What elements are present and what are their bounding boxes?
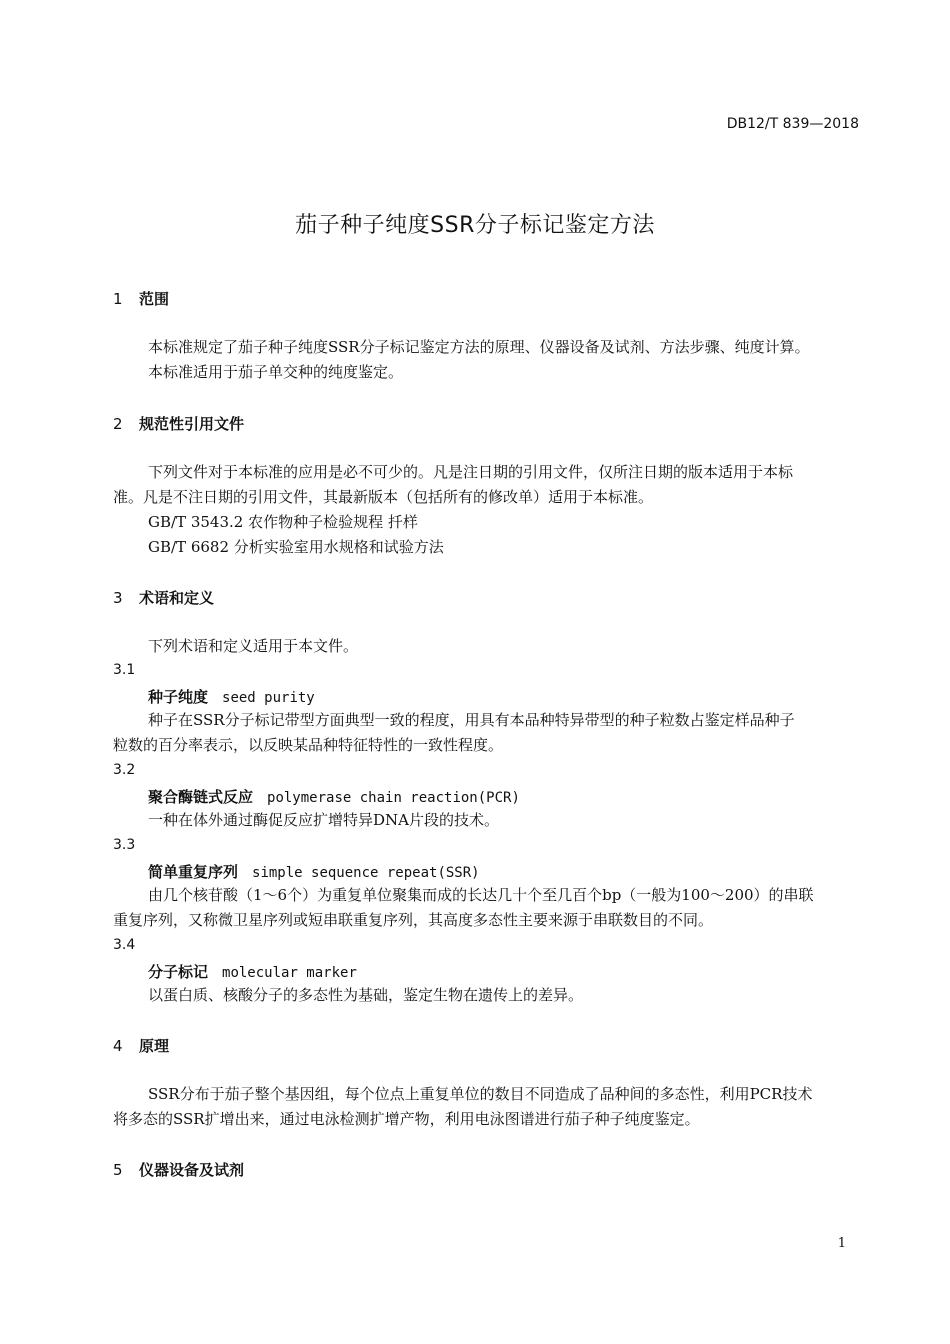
document-code: DB12/T 839—2018 — [726, 116, 859, 132]
paragraph-line: 准。凡是不注日期的引用文件，其最新版本（包括所有的修改单）适用于本标准。 — [113, 488, 654, 506]
section-number: 3 — [113, 589, 123, 607]
section-heading-4 — [113, 1035, 169, 1056]
section-title: 规范性引用文件 — [139, 415, 245, 433]
term-en: polymerase chain reaction(PCR) — [267, 790, 520, 806]
definition-line: 种子在SSR分子标记带型方面典型一致的程度，用具有本品种特异带型的种子粒数占鉴定样品种子 — [148, 711, 795, 729]
clause-number: 3.4 — [113, 937, 136, 953]
term-en: molecular marker — [222, 965, 357, 981]
definition-line: 由几个核苷酸（1～6个）为重复单位聚集而成的长达几十个至几百个bp（一般为100～200）的串联 — [148, 886, 814, 904]
clause-number: 3.1 — [113, 662, 136, 678]
section-number: 4 — [113, 1037, 123, 1055]
section-title: 术语和定义 — [139, 589, 215, 607]
section-number: 5 — [113, 1161, 123, 1179]
section-heading-2 — [113, 413, 244, 434]
definition-line: 一种在体外通过酶促反应扩增特异DNA片段的技术。 — [148, 811, 499, 829]
section-heading-3 — [113, 587, 214, 608]
paragraph-line: 下列术语和定义适用于本文件。 — [148, 637, 359, 655]
term-title — [148, 686, 315, 707]
term-en: simple sequence repeat(SSR) — [252, 865, 480, 881]
reference-item: GB/T 6682 分析实验室用水规格和试验方法 — [148, 538, 444, 556]
term-zh: 简单重复序列 — [148, 863, 239, 881]
term-zh: 种子纯度 — [148, 688, 209, 706]
term-title — [148, 861, 480, 882]
definition-line: 粒数的百分率表示，以反映某品种特征特性的一致性程度。 — [113, 736, 504, 754]
section-number: 1 — [113, 290, 123, 308]
term-zh: 聚合酶链式反应 — [148, 788, 254, 806]
section-title: 原理 — [139, 1037, 170, 1055]
section-heading-5 — [113, 1159, 244, 1180]
clause-number: 3.3 — [113, 837, 136, 853]
term-title — [148, 786, 520, 807]
section-title: 仪器设备及试剂 — [139, 1161, 245, 1179]
definition-line: 重复序列，又称微卫星序列或短串联重复序列，其高度多态性主要来源于串联数目的不同。 — [113, 911, 714, 929]
definition-line: 以蛋白质、核酸分子的多态性为基础，鉴定生物在遗传上的差异。 — [148, 986, 584, 1004]
paragraph-line: 将多态的SSR扩增出来，通过电泳检测扩增产物，利用电泳图谱进行茄子种子纯度鉴定。 — [113, 1110, 700, 1128]
section-heading-1 — [113, 288, 169, 309]
page-number: 1 — [837, 1236, 846, 1251]
paragraph-line: 本标准适用于茄子单交种的纯度鉴定。 — [148, 363, 404, 381]
term-zh: 分子标记 — [148, 963, 209, 981]
clause-number: 3.2 — [113, 762, 136, 778]
term-title — [148, 961, 357, 982]
reference-item: GB/T 3543.2 农作物种子检验规程 扦样 — [148, 513, 418, 531]
paragraph-line: 下列文件对于本标准的应用是必不可少的。凡是注日期的引用文件，仅所注日期的版本适用于本标 — [148, 463, 794, 481]
paragraph-line: 本标准规定了茄子种子纯度SSR分子标记鉴定方法的原理、仪器设备及试剂、方法步骤、纯度计算。 — [148, 338, 810, 356]
document-title: 茄子种子纯度SSR分子标记鉴定方法 — [295, 213, 655, 238]
paragraph-line: SSR分布于茄子整个基因组，每个位点上重复单位的数目不同造成了品种间的多态性，利用PCR技术 — [148, 1085, 813, 1103]
term-en: seed purity — [222, 690, 315, 706]
section-title: 范围 — [139, 290, 170, 308]
section-number: 2 — [113, 415, 123, 433]
